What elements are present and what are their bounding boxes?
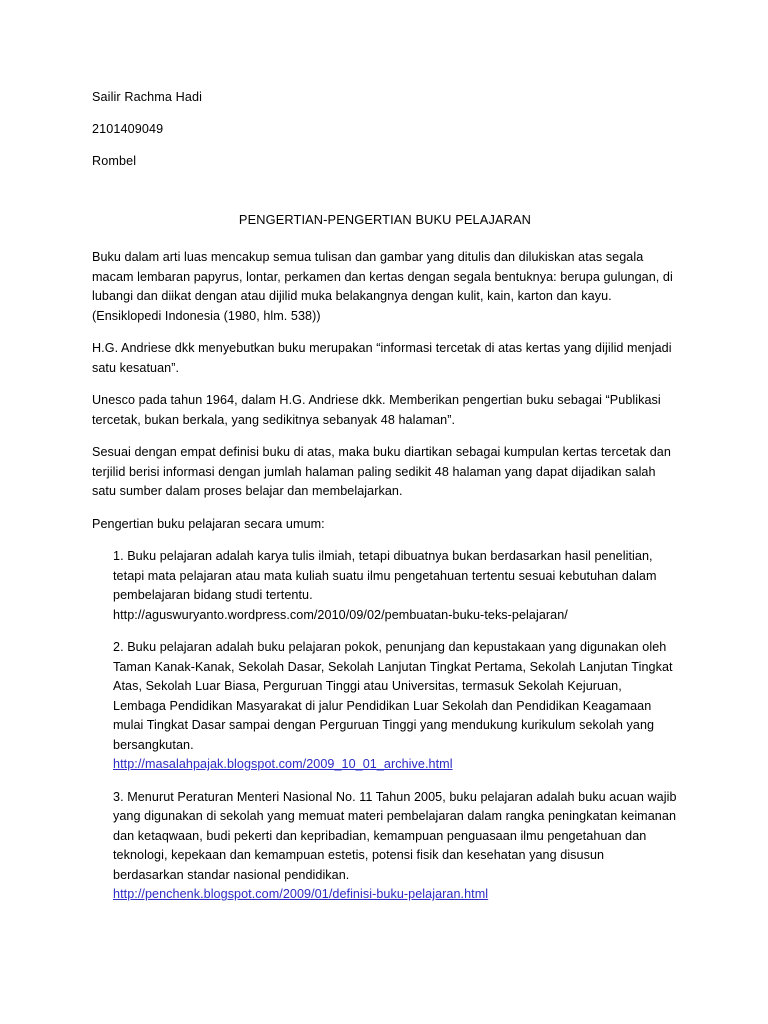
document-body [92, 88, 678, 905]
list-item [92, 788, 678, 905]
student-id: 2101409049 [92, 122, 164, 136]
paragraph-summary: Sesuai dengan empat definisi buku di atas, maka buku diartikan sebagai kumpulan kertas tercetak dan terjilid berisi informasi dengan jumlah halaman paling sedikit 48 halaman yang dapat dijadikan salah satu sumber dalam proses belajar dan membelajarkan. [92, 445, 671, 498]
list-item-text: 3. Menurut Peraturan Menteri Nasional No. 11 Tahun 2005, buku pelajaran adalah buku acuan wajib yang digunakan di sekolah yang memuat materi pembelajaran dalam rangka peningkatan keimanan dan ketaqwaan, budi pekerti dan kepribadian, kemampuan penguasaan ilmu pengetahuan dan teknologi, kepekaan dan kemampuan estetis, potensi fisik dan kesehatan yang disusun berdasarkan standar nasional pendidikan. [113, 789, 677, 882]
source-url-aguswuryanto: http://aguswuryanto.wordpress.com/2010/09/02/pembuatan-buku-teks-pelajaran/ [113, 607, 568, 622]
source-link-penchenk[interactable]: http://penchenk.blogspot.com/2009/01/definisi-buku-pelajaran.html [113, 887, 489, 901]
paragraph-definition-broad: Buku dalam arti luas mencakup semua tulisan dan gambar yang ditulis dan dilukiskan atas segala macam lembaran papyrus, lontar, perkamen dan kertas dengan segala bentuknya: berupa gulungan, di lubangi dan diikat dengan atau dijilid muka belakangnya dengan kulit, kain, karton dan kayu. (Ensiklopedi Indonesia (1980, hlm. 538)) [92, 250, 673, 323]
source-link-masalahpajak[interactable]: http://masalahpajak.blogspot.com/2009_10_01_archive.html [113, 757, 453, 771]
author-name: Sailir Rachma Hadi [92, 90, 203, 104]
paragraph-andriese: H.G. Andriese dkk menyebutkan buku merupakan “informasi tercetak di atas kertas yang dijilid menjadi satu kesatuan”. [92, 341, 672, 375]
class-group: Rombel [92, 154, 137, 168]
definition-list [92, 547, 678, 905]
list-item [92, 638, 678, 775]
list-item-text: 1. Buku pelajaran adalah karya tulis ilmiah, tetapi dibuatnya bukan berdasarkan hasil penelitian, tetapi mata pelajaran atau mata kuliah suatu ilmu pengetahuan tertentu sesuai kebutuhan dalam pembelajaran bidang studi tertentu. [113, 549, 657, 602]
paragraph-list-intro: Pengertian buku pelajaran secara umum: [92, 516, 325, 531]
page-title: PENGERTIAN-PENGERTIAN BUKU PELAJARAN [238, 211, 532, 227]
list-item-text: 2. Buku pelajaran adalah buku pelajaran pokok, penunjang dan kepustakaan yang digunakan oleh Taman Kanak-Kanak, Sekolah Dasar, Sekolah Lanjutan Tingkat Pertama, Sekolah Lanjutan Tingkat Atas, Sekolah Luar Biasa, Perguruan Tinggi atau Universitas, termasuk Sekolah Kejuruan, Lembaga Pendidikan Masyarakat di jalur Pendidikan Luar Sekolah dan Pendidikan Keagamaan mulai Tingkat Dasar sampai dengan Perguruan Tinggi yang mendukung kurikulum sekolah yang bersangkutan. [113, 640, 673, 752]
list-item [92, 547, 678, 625]
paragraph-unesco: Unesco pada tahun 1964, dalam H.G. Andriese dkk. Memberikan pengertian buku sebagai “Publikasi tercetak, bukan berkala, yang sedikitnya sebanyak 48 halaman”. [92, 393, 661, 427]
